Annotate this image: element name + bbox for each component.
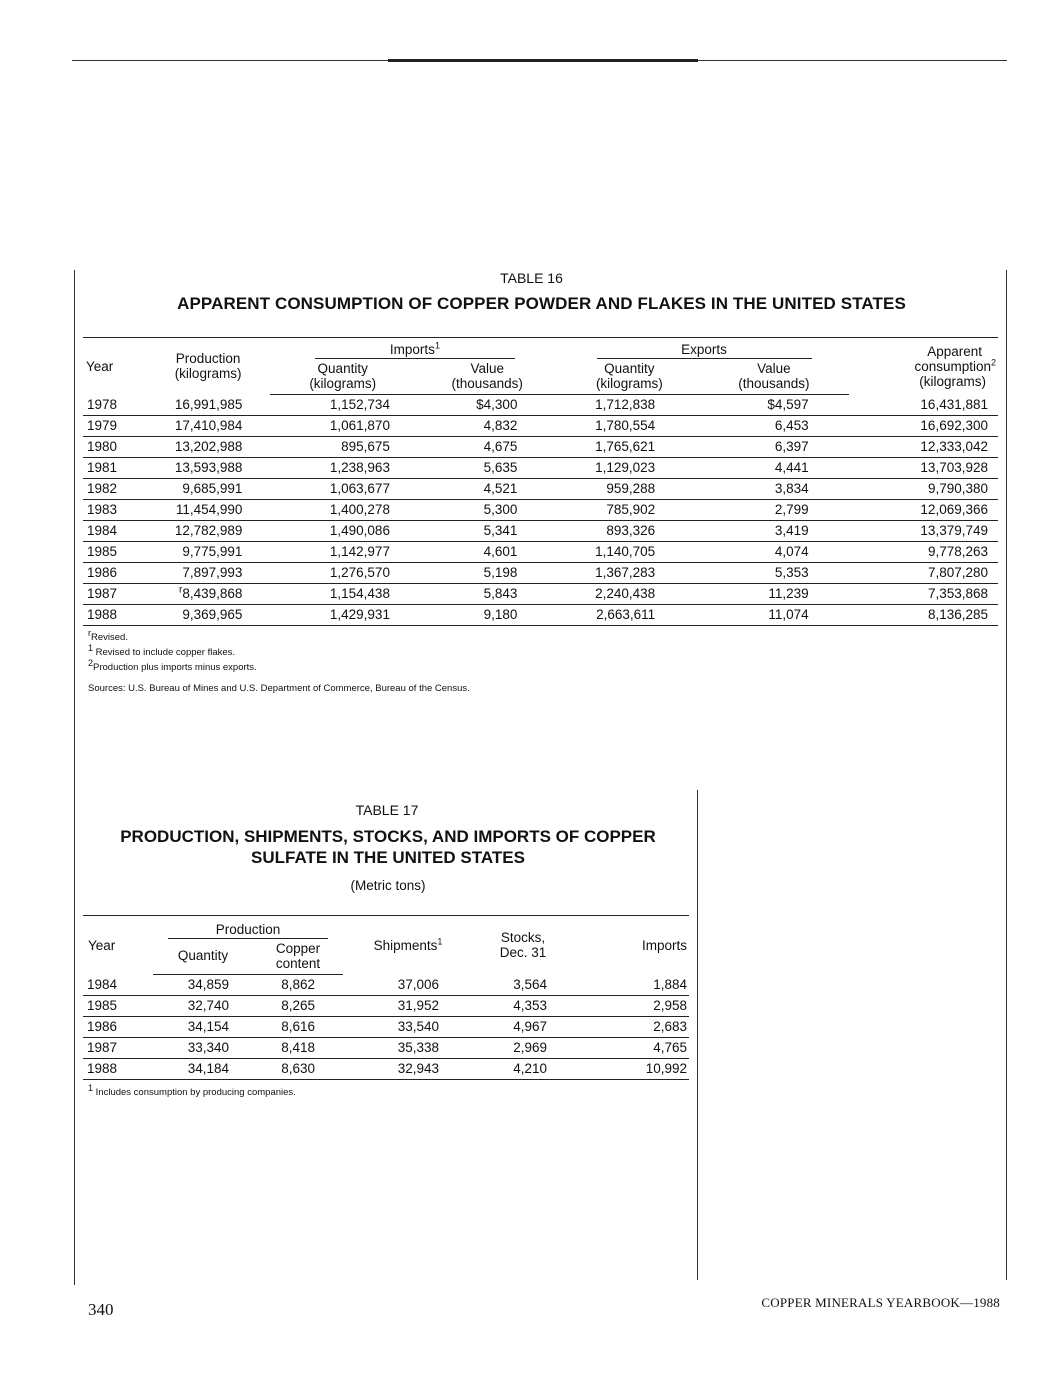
footnote-revised: rRevised. (88, 627, 128, 643)
col-production: Production (kilograms) (174, 351, 242, 382)
page-number: 340 (88, 1300, 114, 1319)
table-row: 1985 9,775,991 1,142,977 4,601 1,140,705 4,074 9,778,263 (83, 542, 998, 563)
table-row: 1988 9,369,965 1,429,931 9,180 2,663,611 11,074 8,136,285 (83, 605, 998, 626)
table16-title: APPARENT CONSUMPTION OF COPPER POWDER AND FLAKES IN THE UNITED STATES (177, 294, 906, 313)
table17-title: PRODUCTION, SHIPMENTS, STOCKS, AND IMPORTS OF COPPER SULFATE IN THE UNITED STATES (120, 827, 656, 867)
sources-note: Sources: U.S. Bureau of Mines and U.S. Department of Commerce, Bureau of the Census. (88, 683, 470, 694)
table-row: 1987 $^r$8,439,868 1,154,438 5,843 2,240,438 11,239 7,353,868 (83, 584, 998, 605)
column-divider-rule (697, 790, 698, 1280)
table-row: 1984 12,782,989 1,490,086 5,341 893,326 3,419 13,379,749 (83, 521, 998, 542)
table-row: 1978 16,991,985 1,152,734 $4,300 1,712,838 $4,597 16,431,881 (83, 395, 998, 416)
col-apparent: Apparent consumption$^2$ (kilograms) (914, 343, 996, 389)
col-shipments: Shipments$^1$ (373, 936, 443, 953)
table-row: 1986 7,897,993 1,276,570 5,198 1,367,283 5,353 7,807,280 (83, 563, 998, 584)
table16 (83, 337, 998, 626)
col-year: Year (86, 358, 114, 374)
table-row: 1986 34,154 8,616 33,540 4,967 2,683 (83, 1017, 689, 1038)
footnote-1: 1 Revised to include copper flakes. (88, 642, 236, 658)
table-row: 1982 9,685,991 1,063,677 4,521 959,288 3,834 9,790,380 (83, 479, 998, 500)
col-group-exports: Exports (559, 338, 848, 360)
col-imports-quantity: Quantity (kilograms) (270, 359, 415, 395)
col-exports-quantity: Quantity (kilograms) (559, 359, 699, 395)
table-row: 1987 33,340 8,418 35,338 2,969 4,765 (83, 1038, 689, 1059)
right-margin-rule (1006, 270, 1007, 1280)
table17-footnote: 1 Includes consumption by producing companies. (88, 1082, 296, 1098)
table-row: 1985 32,740 8,265 31,952 4,353 2,958 (83, 996, 689, 1017)
table-row: 1979 17,410,984 1,061,870 4,832 1,780,554 6,453 16,692,300 (83, 416, 998, 437)
table17 (83, 915, 689, 1080)
col-year: Year (88, 937, 116, 953)
table-row: 1984 34,859 8,862 37,006 3,564 1,884 (83, 975, 689, 996)
col-group-imports: Imports$^1$ (270, 338, 559, 360)
col-exports-value: Value (thousands) (699, 359, 848, 395)
col-imports-value: Value (thousands) (415, 359, 560, 395)
top-rule-accent (388, 59, 698, 62)
table17-subtitle: (Metric tons) (350, 878, 426, 893)
running-title: COPPER MINERALS YEARBOOK—1988 (761, 1295, 1000, 1310)
col-quantity: Quantity (153, 939, 253, 975)
table-row: 1983 11,454,990 1,400,278 5,300 785,902 2,799 12,069,366 (83, 500, 998, 521)
table16-label: TABLE 16 (500, 270, 563, 286)
table-row: 1988 34,184 8,630 32,943 4,210 10,992 (83, 1059, 689, 1080)
table17-label: TABLE 17 (355, 802, 419, 818)
col-stocks: Stocks, Dec. 31 (499, 930, 547, 961)
left-margin-rule (74, 270, 75, 1285)
footnote-2: 2Production plus imports minus exports. (88, 657, 257, 673)
col-group-production: Production (153, 916, 343, 940)
table-row: 1981 13,593,988 1,238,963 5,635 1,129,023 4,441 13,703,928 (83, 458, 998, 479)
table-row: 1980 13,202,988 895,675 4,675 1,765,621 6,397 12,333,042 (83, 437, 998, 458)
col-imports: Imports (641, 937, 687, 953)
col-copper-content: Copper content (253, 939, 343, 975)
